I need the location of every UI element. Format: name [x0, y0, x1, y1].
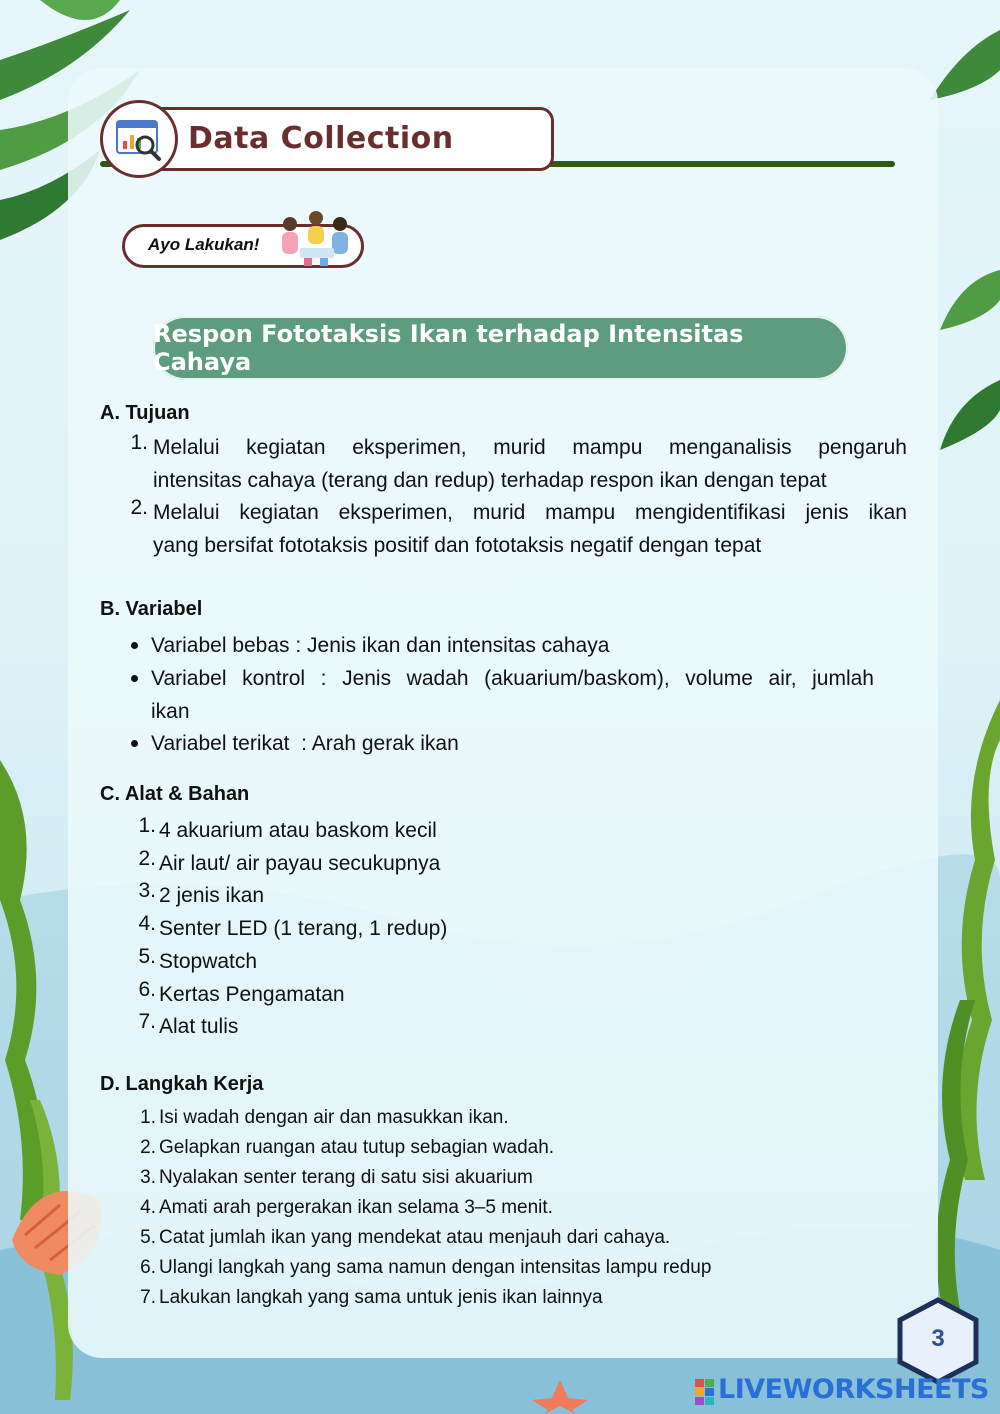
- list-item-text: Amati arah pergerakan ikan selama 3–5 menit.: [159, 1197, 553, 1218]
- list-item-text: Variabel terikat : Arah gerak ikan: [151, 732, 459, 755]
- list-item-text: Alat tulis: [159, 1015, 239, 1038]
- list-item-text: Gelapkan ruangan atau tutup sebagian wadah.: [159, 1137, 555, 1158]
- header-icon-circle: [100, 100, 178, 178]
- list-number: 6.: [138, 978, 156, 1001]
- list-item-text: Melalui kegiatan eksperimen, murid mampu menganalisis pengaruh: [153, 436, 907, 459]
- list-item-text: 4 akuarium atau baskom kecil: [159, 819, 437, 842]
- section-heading-alat: C. Alat & Bahan: [100, 783, 250, 805]
- bullet-icon: [131, 642, 138, 649]
- list-number: 4.: [138, 912, 156, 935]
- bullet-icon: [131, 740, 138, 747]
- bullet-icon: [131, 675, 138, 682]
- section-heading-variabel: B. Variabel: [100, 598, 203, 620]
- list-item-text: Lakukan langkah yang sama untuk jenis ikan lainnya: [159, 1287, 603, 1308]
- list-item-text: Senter LED (1 terang, 1 redup): [159, 917, 448, 940]
- list-number: 5.: [138, 945, 156, 968]
- list-number: 2.: [138, 847, 156, 870]
- page-title: Data Collection: [188, 121, 454, 156]
- liveworksheets-logo-icon: [694, 1378, 716, 1406]
- list-item-text: Nyalakan senter terang di satu sisi akuarium: [159, 1167, 533, 1188]
- list-item-text: Kertas Pengamatan: [159, 983, 345, 1006]
- list-number: 1.: [140, 1107, 156, 1128]
- list-item-text: Melalui kegiatan eksperimen, murid mampu mengidentifikasi jenis ikan: [153, 501, 907, 524]
- list-number: 3.: [138, 879, 156, 902]
- page-number: 3: [931, 1325, 945, 1352]
- list-number: 5.: [140, 1227, 156, 1248]
- list-item-text: intensitas cahaya (terang dan redup) terhadap respon ikan dengan tepat: [153, 469, 827, 492]
- list-number: 1.: [130, 431, 148, 454]
- list-item-text: 2 jenis ikan: [159, 884, 265, 907]
- topic-banner: Respon Fototaksis Ikan terhadap Intensitas Cahaya: [153, 316, 848, 380]
- palm-leaf-icon: [930, 30, 1000, 450]
- list-item-text: yang bersifat fototaksis positif dan fototaksis negatif dengan tepat: [153, 534, 762, 557]
- list-number: 7.: [138, 1010, 156, 1033]
- list-item-text: Catat jumlah ikan yang mendekat atau menjauh dari cahaya.: [159, 1227, 671, 1248]
- list-item-text: ikan: [151, 700, 190, 723]
- list-number: 7.: [140, 1287, 156, 1308]
- list-item-text: Air laut/ air payau secukupnya: [159, 852, 441, 875]
- list-number: 1.: [138, 814, 156, 837]
- list-number: 2.: [130, 496, 148, 519]
- list-number: 6.: [140, 1257, 156, 1278]
- watermark-text: LIVEWORKSHEETS: [718, 1374, 989, 1405]
- data-analysis-icon: [103, 103, 175, 175]
- list-item-text: Isi wadah dengan air dan masukkan ikan.: [159, 1107, 509, 1128]
- list-item-text: Variabel kontrol : Jenis wadah (akuarium/baskom), volume air, jumlah: [151, 667, 874, 690]
- section-heading-tujuan: A. Tujuan: [100, 402, 190, 424]
- list-number: 3.: [140, 1167, 156, 1188]
- list-item-text: Ulangi langkah yang sama namun dengan intensitas lampu redup: [159, 1257, 712, 1278]
- list-number: 2.: [140, 1137, 156, 1158]
- activity-label: Ayo Lakukan!: [148, 235, 260, 254]
- list-item-text: Variabel bebas : Jenis ikan dan intensitas cahaya: [151, 634, 610, 657]
- kids-illustration-icon: [276, 210, 356, 270]
- section-heading-langkah: D. Langkah Kerja: [100, 1073, 264, 1095]
- list-item-text: Stopwatch: [159, 950, 258, 973]
- list-number: 4.: [140, 1197, 156, 1218]
